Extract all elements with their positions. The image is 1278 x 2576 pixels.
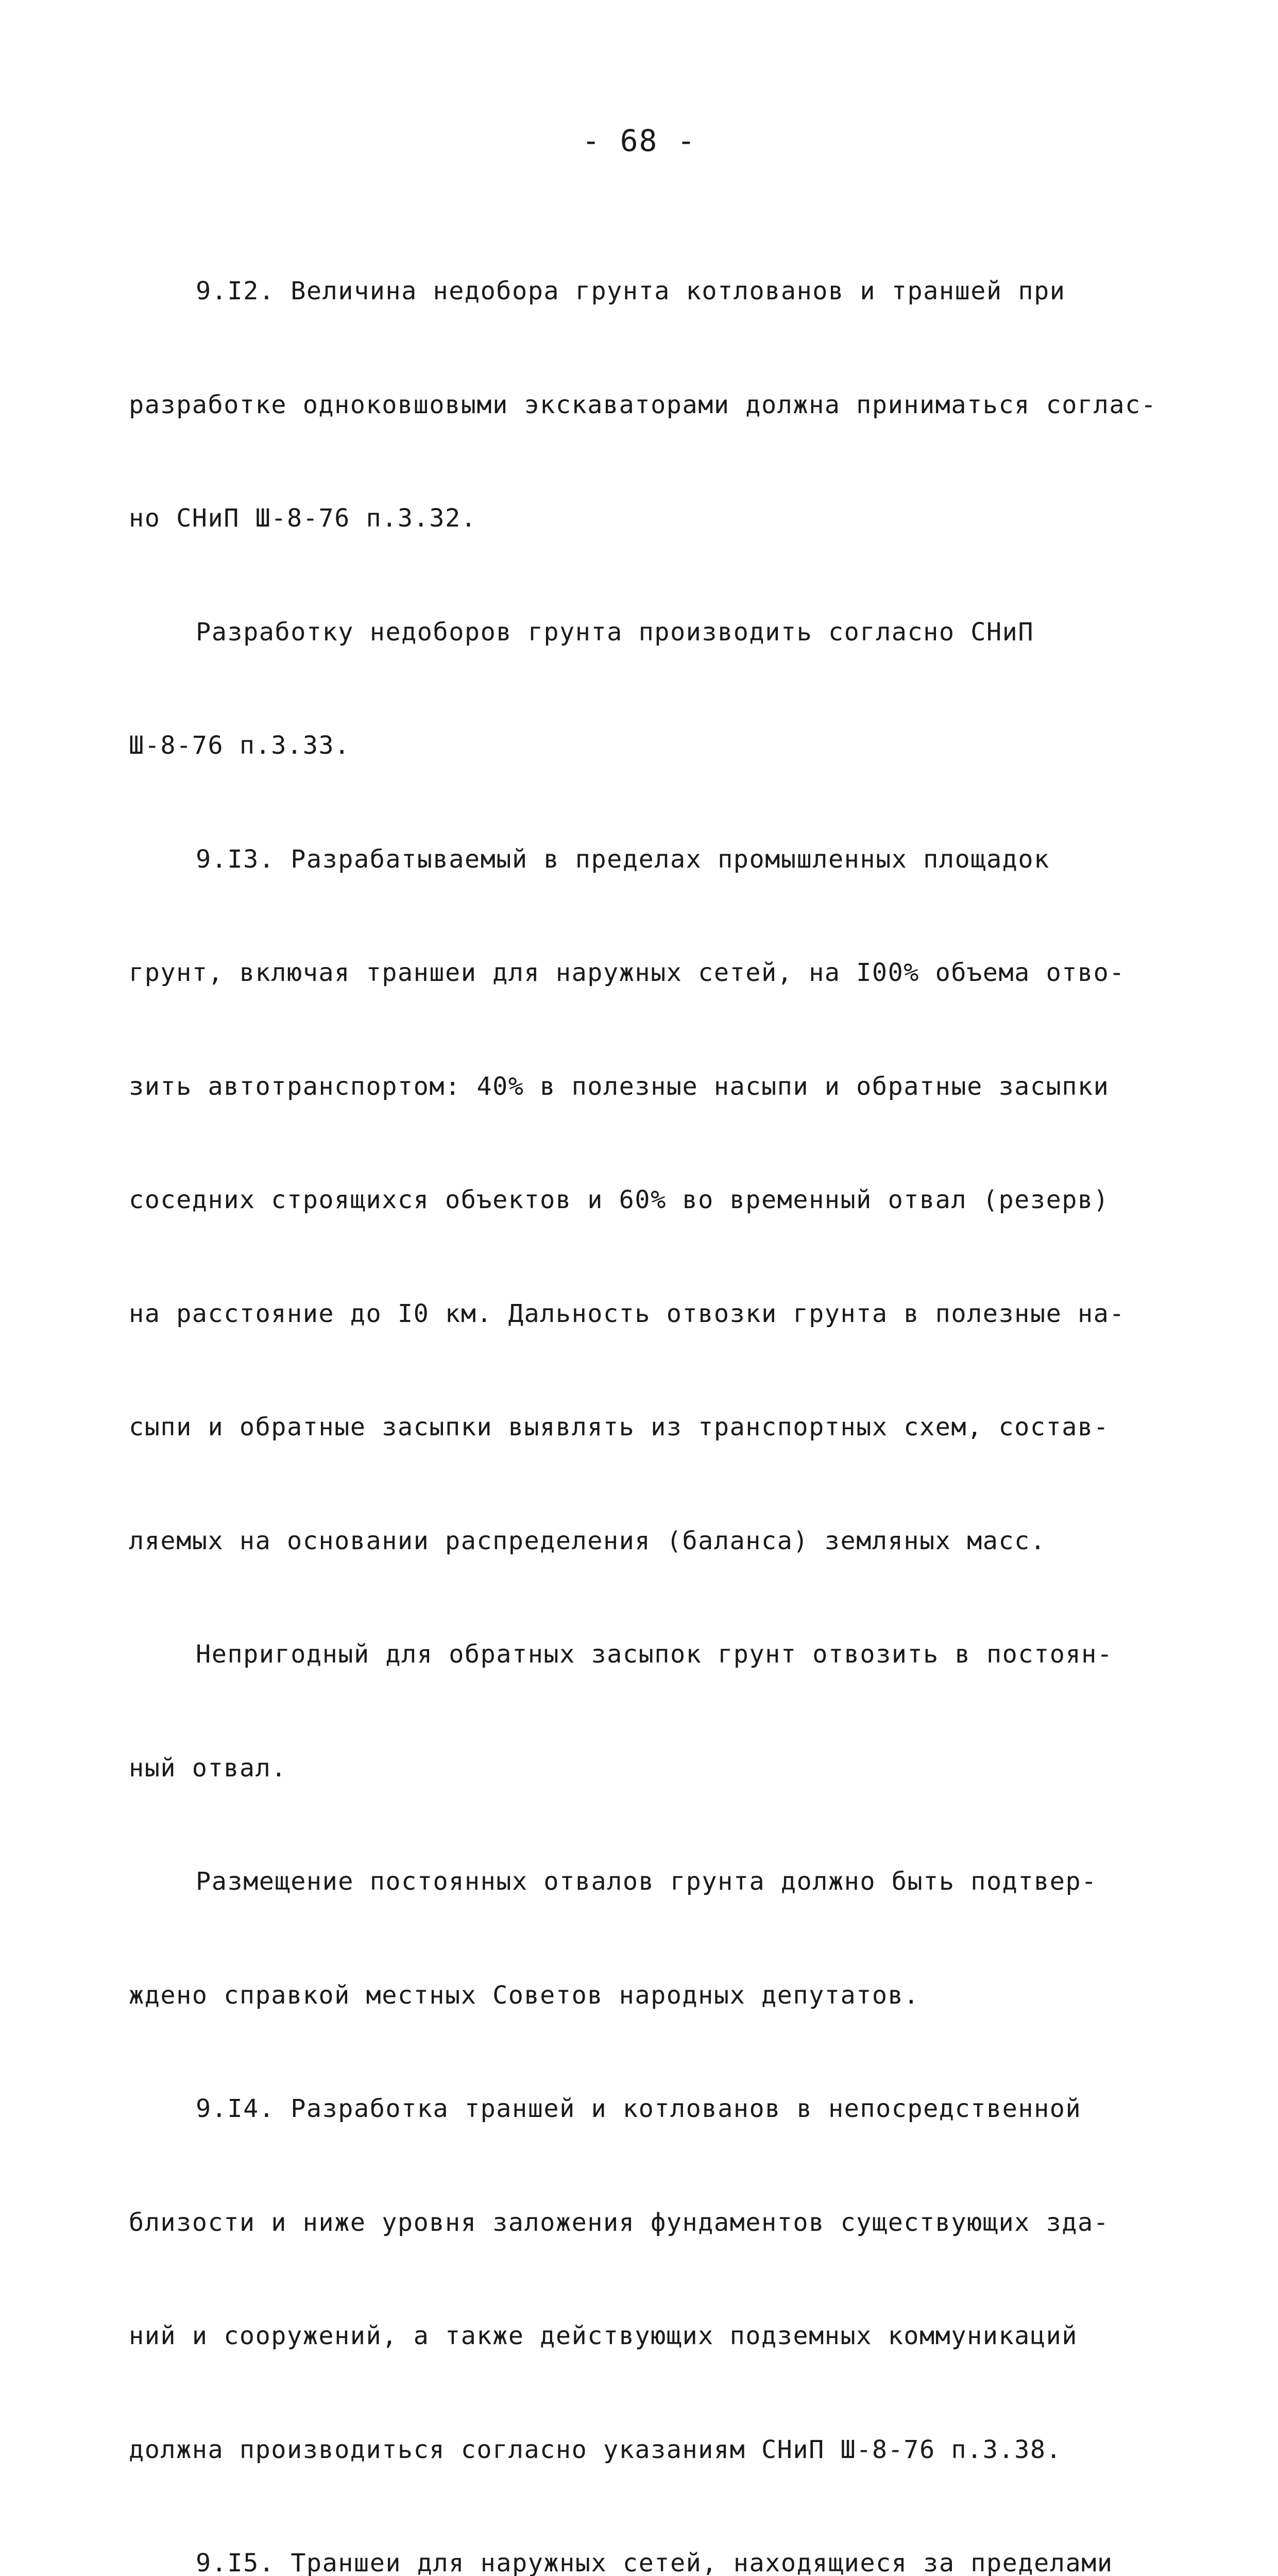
text-line: разработке одноковшовыми экскаваторами должна приниматься соглас-	[129, 390, 1157, 419]
text-line: Ш-8-76 п.3.33.	[129, 731, 350, 760]
text-line: Размещение постоянных отвалов грунта должно быть подтвер-	[196, 1867, 1097, 1896]
text-line: 9.I2. Величина недобора грунта котлованов и траншей при	[196, 277, 1066, 306]
text-line: сыпи и обратные засыпки выявлять из транспортных схем, состав-	[129, 1413, 1110, 1442]
text-line: близости и ниже уровня заложения фундаментов существующих зда-	[129, 2208, 1110, 2237]
text-line: грунт, включая траншеи для наружных сетей, на I00% объема отво-	[129, 958, 1126, 987]
text-line: 9.I4. Разработка траншей и котлованов в непосредственной	[196, 2094, 1082, 2123]
text-line: Непригодный для обратных засыпок грунт отвозить в постоян-	[196, 1640, 1113, 1669]
text-line: 9.I5. Траншеи для наружных сетей, находящиеся за пределами	[196, 2549, 1113, 2576]
text-line: но СНиП Ш-8-76 п.3.32.	[129, 504, 477, 533]
document-body	[129, 197, 1159, 2576]
text-line: ний и сооружений, а также действующих подземных коммуникаций	[129, 2321, 1078, 2350]
page-number: - 68 -	[582, 123, 696, 158]
text-line: 9.I3. Разрабатываемый в пределах промышленных площадок	[196, 844, 1050, 874]
text-line: зить автотранспортом: 40% в полезные насыпи и обратные засыпки	[129, 1072, 1110, 1101]
text-line: соседних строящихся объектов и 60% во временный отвал (резерв)	[129, 1185, 1110, 1214]
text-line: ляемых на основании распределения (баланса) земляных масс.	[129, 1526, 1046, 1555]
text-line: Разработку недоборов грунта производить согласно СНиП	[196, 617, 1034, 647]
text-line: ный отвал.	[129, 1753, 287, 1783]
text-line: на расстояние до I0 км. Дальность отвозки грунта в полезные на-	[129, 1299, 1126, 1328]
text-line: должна производиться согласно указаниям СНиП Ш-8-76 п.3.38.	[129, 2435, 1062, 2464]
text-line: ждено справкой местных Советов народных депутатов.	[129, 1980, 919, 2010]
